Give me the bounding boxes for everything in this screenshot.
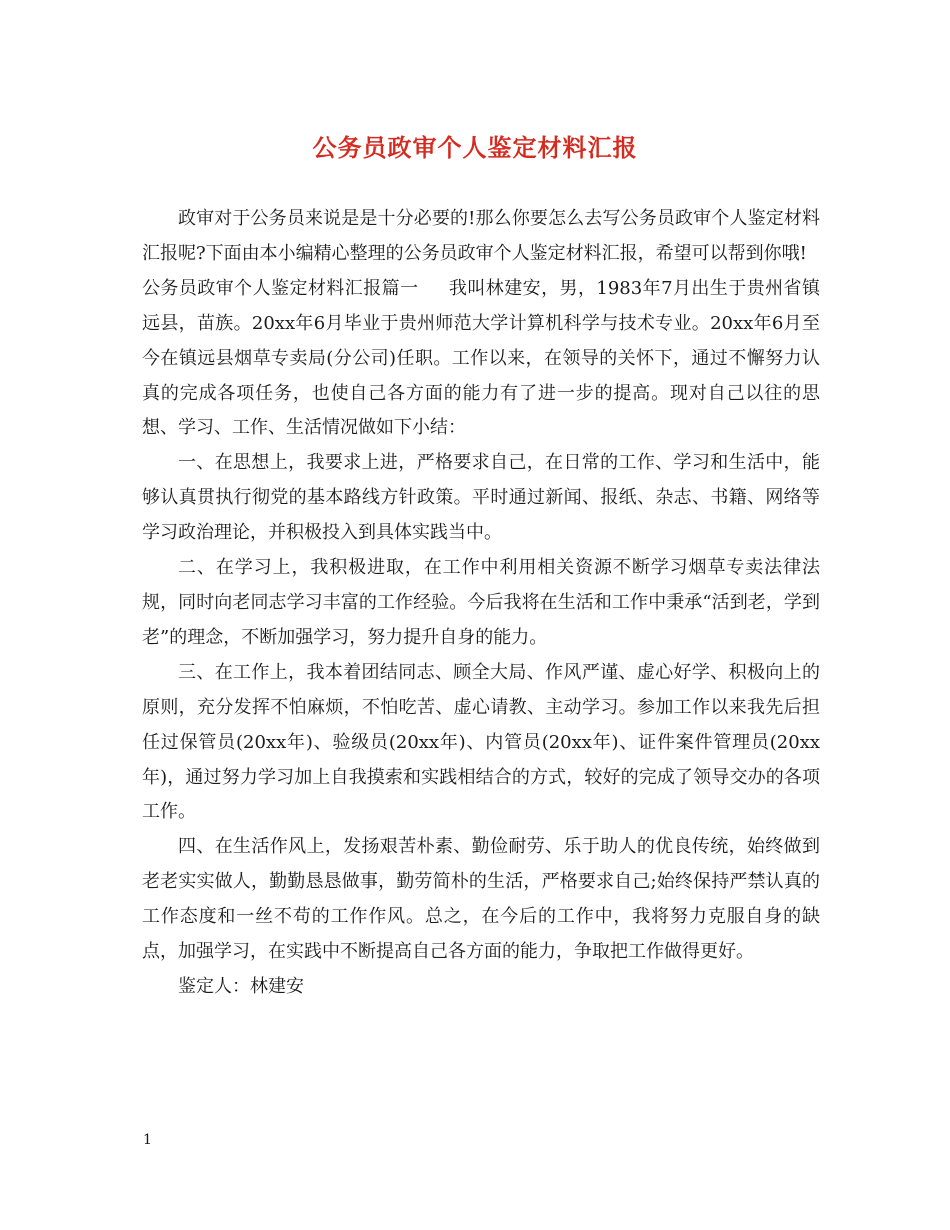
paragraph-thought: 一、在思想上，我要求上进，严格要求自己，在日常的工作、学习和生活中，能够认真贯执行彻党的基本路线方针政策。平时通过新闻、报纸、杂志、书籍、网络等学习政治理论，并积极投入到具体实践当中。 (142, 452, 820, 544)
section-intro-text: 我叫林建安，男，1983年7月出生于贵州省镇远县，苗族。20xx年6月毕业于贵州师范大学计算机科学与技术专业。20xx年6月至今在镇远县烟草专卖局(分公司)任职。工作以来，在领导的关怀下，通过不懈努力认真的完成各项任务，也使自己各方面的能力有了进一步的提高。现对自己以往的思想、学习、工作、生活情况做如下小结： (142, 277, 820, 439)
paragraph-work: 三、在工作上，我本着团结同志、顾全大局、作风严谨、虚心好学、积极向上的原则，充分发挥不怕麻烦，不怕吃苦、虚心请教、主动学习。参加工作以来我先后担任过保管员(20xx年)、验级员(20xx年)、内管员(20xx年)、证件案件管理员(20xx年)，通过努力学习加上自我摸索和实践相结合的方式，较好的完成了领导交办的各项工作。 (142, 661, 820, 823)
page-number: 1 (143, 1132, 152, 1148)
intro-paragraph: 政审对于公务员来说是是十分必要的!那么你要怎么去写公务员政审个人鉴定材料汇报呢?下面由本小编精心整理的公务员政审个人鉴定材料汇报，希望可以帮到你哦! (142, 208, 820, 264)
section-heading: 公务员政审个人鉴定材料汇报篇一 (142, 277, 419, 299)
document-body (142, 202, 820, 1005)
section-first-paragraph (142, 272, 820, 447)
document-title: 公务员政审个人鉴定材料汇报 (312, 133, 638, 162)
paragraph-life: 四、在生活作风上，发扬艰苦朴素、勤俭耐劳、乐于助人的优良传统，始终做到老老实实做人，勤勤恳恳做事，勤劳简朴的生活，严格要求自己;始终保持严禁认真的工作态度和一丝不苟的工作作风。总之，在今后的工作中，我将努力克服自身的缺点，加强学习，在实践中不断提高自己各方面的能力，争取把工作做得更好。 (142, 836, 820, 963)
paragraph-study: 二、在学习上，我积极进取，在工作中利用相关资源不断学习烟草专卖法律法规，同时向老同志学习丰富的工作经验。今后我将在生活和工作中秉承“活到老，学到老”的理念，不断加强学习，努力提升自身的能力。 (142, 557, 820, 648)
signature-line: 鉴定人：林建安 (178, 975, 304, 997)
